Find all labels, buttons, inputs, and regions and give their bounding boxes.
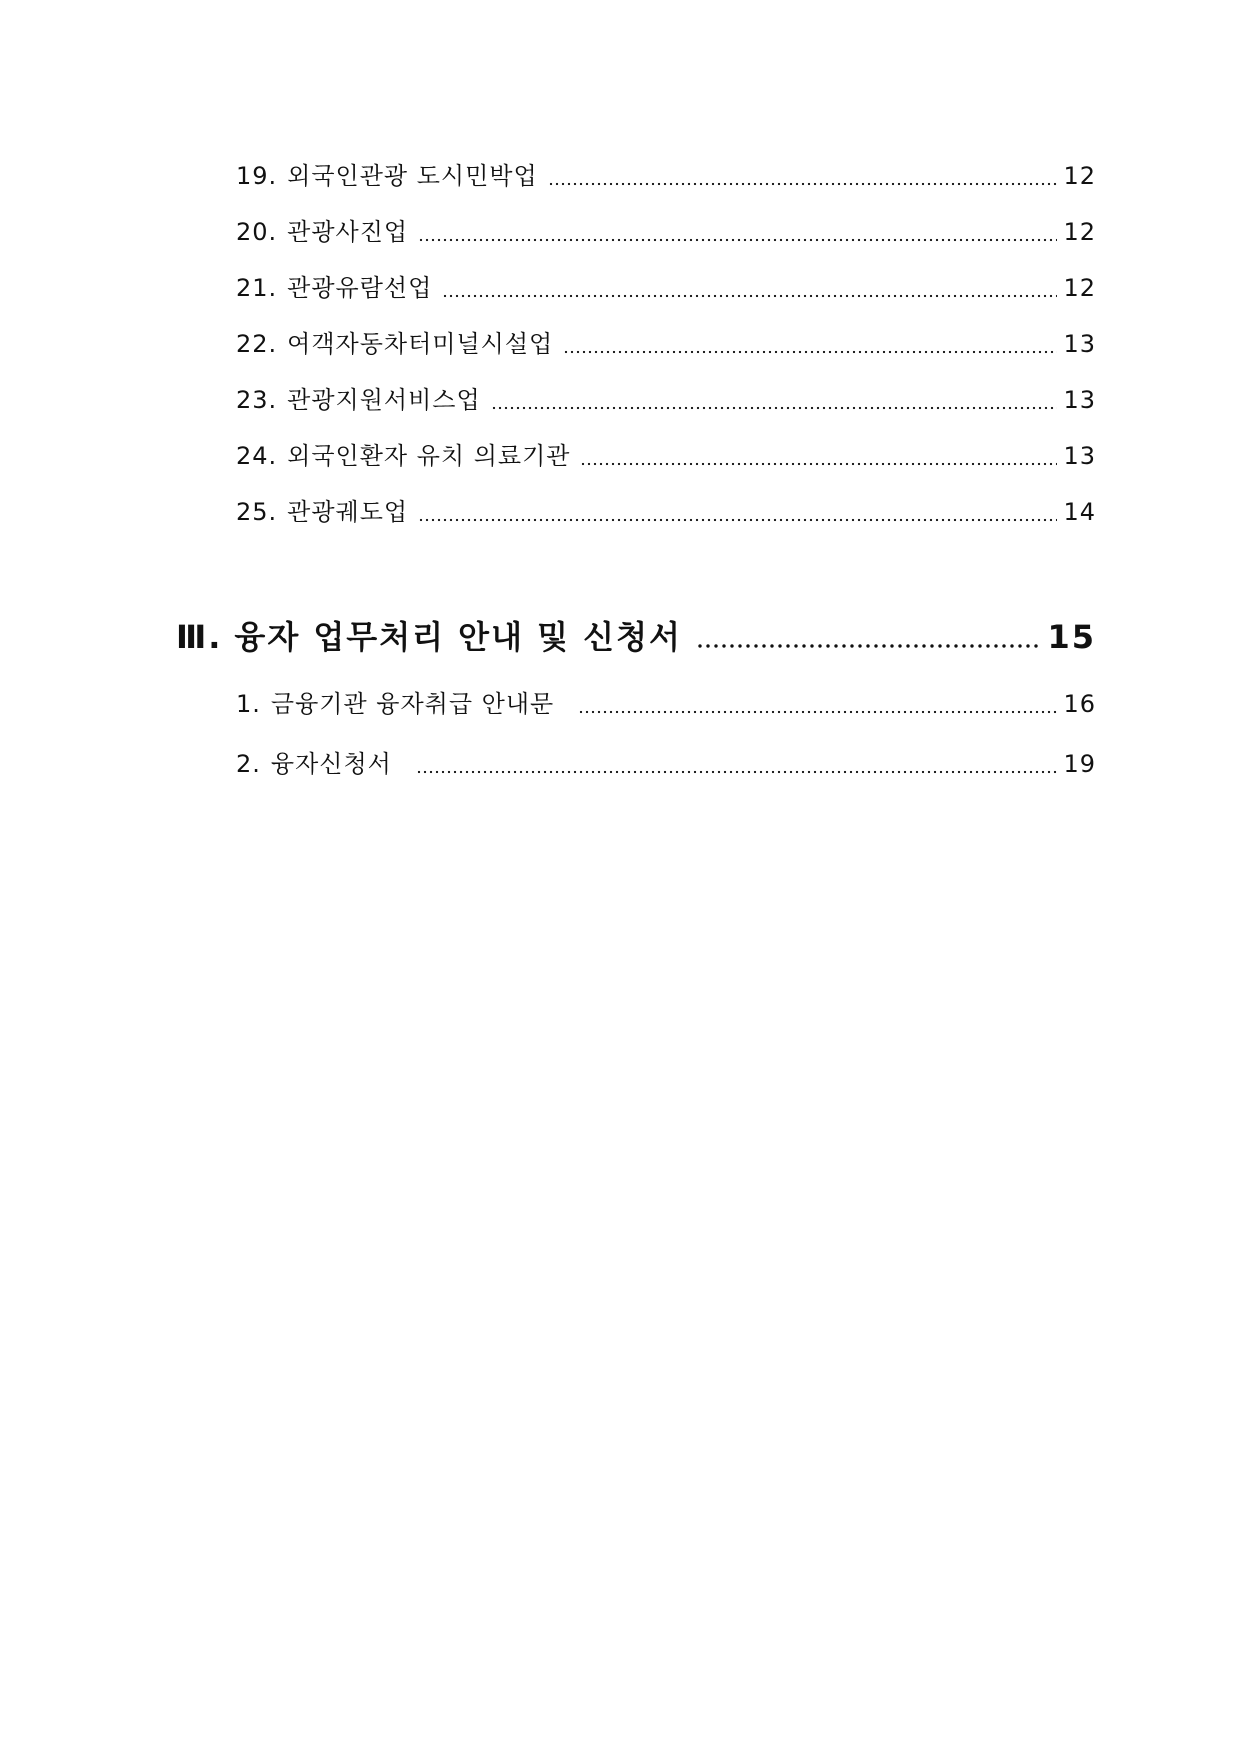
toc-entry-page: 12 [1063, 218, 1096, 246]
toc-entry-page: 14 [1063, 498, 1096, 526]
toc-entry-page: 13 [1063, 442, 1096, 470]
toc-entry-number: 20. [236, 218, 278, 246]
dot-leader [696, 620, 1040, 650]
toc-entry-title: 외국인환자 유치 의료기관 [287, 442, 571, 470]
dot-leader [491, 387, 1058, 411]
section-title: 융자 업무처리 안내 및 신청서 [234, 618, 682, 656]
toc-entry-title: 외국인관광 도시민박업 [287, 162, 538, 190]
toc-entry[interactable] [236, 324, 1096, 380]
toc-section-heading[interactable] [176, 612, 1096, 658]
toc-entry-page: 13 [1063, 386, 1096, 414]
dot-leader [580, 443, 1057, 467]
toc-entry-page: 19 [1063, 750, 1096, 778]
toc-entry-number: 21. [236, 274, 278, 302]
toc-entry-number: 1. [236, 690, 261, 718]
toc-entry-number: 2. [236, 750, 261, 778]
dot-leader [418, 499, 1057, 523]
toc-entry[interactable] [236, 684, 1096, 744]
toc-entry-title: 융자신청서 [270, 750, 392, 778]
toc-entry-title: 금융기관 융자취급 안내문 [270, 690, 555, 718]
dot-leader [442, 275, 1057, 299]
toc-entry[interactable] [236, 492, 1096, 548]
toc-entry[interactable] [236, 436, 1096, 492]
dot-leader [416, 751, 1058, 775]
dot-leader [418, 219, 1057, 243]
toc-entry[interactable] [236, 380, 1096, 436]
toc-list-part3 [236, 684, 1096, 804]
toc-entry[interactable] [236, 744, 1096, 804]
toc-entry-number: 25. [236, 498, 278, 526]
toc-entry[interactable] [236, 268, 1096, 324]
toc-entry-number: 19. [236, 162, 278, 190]
section-page: 15 [1047, 618, 1096, 656]
toc-list-part2 [236, 156, 1096, 548]
toc-entry-page: 12 [1063, 274, 1096, 302]
toc-entry-page: 13 [1063, 330, 1096, 358]
toc-entry-page: 12 [1063, 162, 1096, 190]
toc-entry-title: 여객자동차터미널시설업 [287, 330, 554, 358]
toc-entry-title: 관광지원서비스업 [287, 386, 481, 414]
toc-entry-number: 23. [236, 386, 278, 414]
section-number: Ⅲ. [176, 618, 223, 656]
toc-entry-number: 24. [236, 442, 278, 470]
toc-entry[interactable] [236, 156, 1096, 212]
dot-leader [578, 691, 1057, 715]
toc-entry-title: 관광궤도업 [287, 498, 409, 526]
dot-leader [563, 331, 1057, 355]
toc-entry-title: 관광사진업 [287, 218, 409, 246]
toc-entry-page: 16 [1063, 690, 1096, 718]
toc-entry[interactable] [236, 212, 1096, 268]
dot-leader [548, 163, 1058, 187]
toc-entry-number: 22. [236, 330, 278, 358]
toc-entry-title: 관광유람선업 [287, 274, 433, 302]
